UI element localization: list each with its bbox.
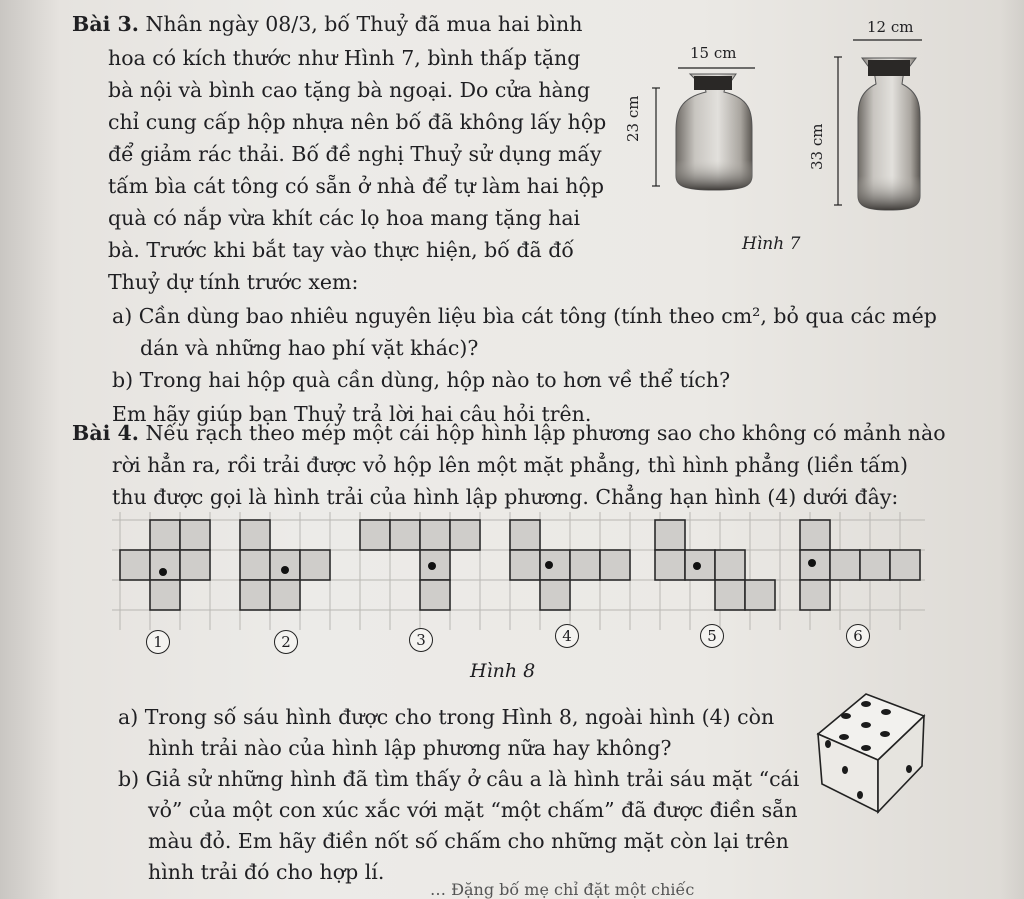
bai3-line-2: hoa có kích thước như Hình 7, bình thấp tặng <box>108 46 581 70</box>
net-label-5: 5 <box>700 624 724 648</box>
bai4-line-2: rời hẳn ra, rồi trải được vỏ hộp lên một mặt phẳng, thì hình phẳng (liền tấm) <box>112 453 908 477</box>
bai3-line-6: tấm bìa cát tông có sẵn ở nhà để tự làm hai hộp <box>108 174 604 198</box>
net-label-6: 6 <box>846 624 870 648</box>
net-label-2: 2 <box>274 630 298 654</box>
net-6 <box>800 520 920 610</box>
bai4-line-1 <box>72 423 946 444</box>
bai3-line-5: để giảm rác thải. Bố đề nghị Thuỷ sử dụng mấy <box>108 142 602 166</box>
bai3-help-line: Em hãy giúp bạn Thuỷ trả lời hai câu hỏi trên. <box>112 402 592 426</box>
tall-vase-width-label: 12 cm <box>867 18 914 36</box>
bai4-line-3: thu được gọi là hình trải của hình lập phương. Chẳng hạn hình (4) dưới đây: <box>112 485 899 509</box>
bai3-line-8: bà. Trước khi bắt tay vào thực hiện, bố đã đố <box>108 238 574 262</box>
bai3-question-b: b) Trong hai hộp quà cần dùng, hộp nào to hơn về thể tích? <box>112 368 731 392</box>
bai3-line-1 <box>72 14 582 35</box>
short-vase <box>676 74 752 190</box>
question-b-line4: hình trải đó cho hợp lí. <box>148 860 385 884</box>
question-a-line1: a) Trong số sáu hình được cho trong Hình 8, ngoài hình (4) còn <box>118 705 775 729</box>
bai3-question-a-line2: dán và những hao phí vặt khác)? <box>140 336 479 360</box>
bai4-line-1-text: Nếu rạch theo mép một cái hộp hình lập phương sao cho không có mảnh nào <box>145 421 946 445</box>
tall-vase <box>858 58 920 210</box>
question-b-line1: b) Giả sử những hình đã tìm thấy ở câu a là hình trải sáu mặt “cái <box>118 767 800 791</box>
bai3-heading: Bài 3. <box>72 12 139 36</box>
net-1 <box>120 520 210 610</box>
net-5 <box>655 520 775 610</box>
net-label-4: 4 <box>555 624 579 648</box>
net-label-3: 3 <box>409 628 433 652</box>
figure8-caption: Hình 8 <box>470 660 536 682</box>
net-3 <box>360 520 480 610</box>
figure7-caption: Hình 7 <box>742 234 801 254</box>
bai3-line-9: Thuỷ dự tính trước xem: <box>108 270 359 294</box>
tall-vase-height-label: 33 cm <box>808 123 826 170</box>
figure8-grid <box>110 510 925 635</box>
bai4-heading: Bài 4. <box>72 421 139 445</box>
footer-partial-text: … Đặng bố mẹ chỉ đặt một chiếc <box>430 880 695 899</box>
bai3-question-a-line1: a) Cần dùng bao nhiêu nguyên liệu bìa cát tông (tính theo cm², bỏ qua các mép <box>112 304 937 328</box>
bai3-line-1-text: Nhân ngày 08/3, bố Thuỷ đã mua hai bình <box>145 12 583 36</box>
short-vase-height-label: 23 cm <box>624 95 642 142</box>
net-2 <box>240 520 330 610</box>
bai3-line-4: chỉ cung cấp hộp nhựa nên bố đã không lấy hộp <box>108 110 607 134</box>
bai3-line-7: quà có nắp vừa khít các lọ hoa mang tặng hai <box>108 206 581 230</box>
question-b-line3: màu đỏ. Em hãy điền nốt số chấm cho những mặt còn lại trên <box>148 829 789 853</box>
question-a-line2: hình trải nào của hình lập phương nữa hay không? <box>148 736 672 760</box>
short-vase-width-label: 15 cm <box>690 44 737 62</box>
dice-icon <box>810 688 930 818</box>
net-label-1: 1 <box>146 630 170 654</box>
question-b-line2: vỏ” của một con xúc xắc với mặt “một chấm” đã được điền sẵn <box>148 798 798 822</box>
bai3-line-3: bà nội và bình cao tặng bà ngoại. Do cửa hàng <box>108 78 591 102</box>
